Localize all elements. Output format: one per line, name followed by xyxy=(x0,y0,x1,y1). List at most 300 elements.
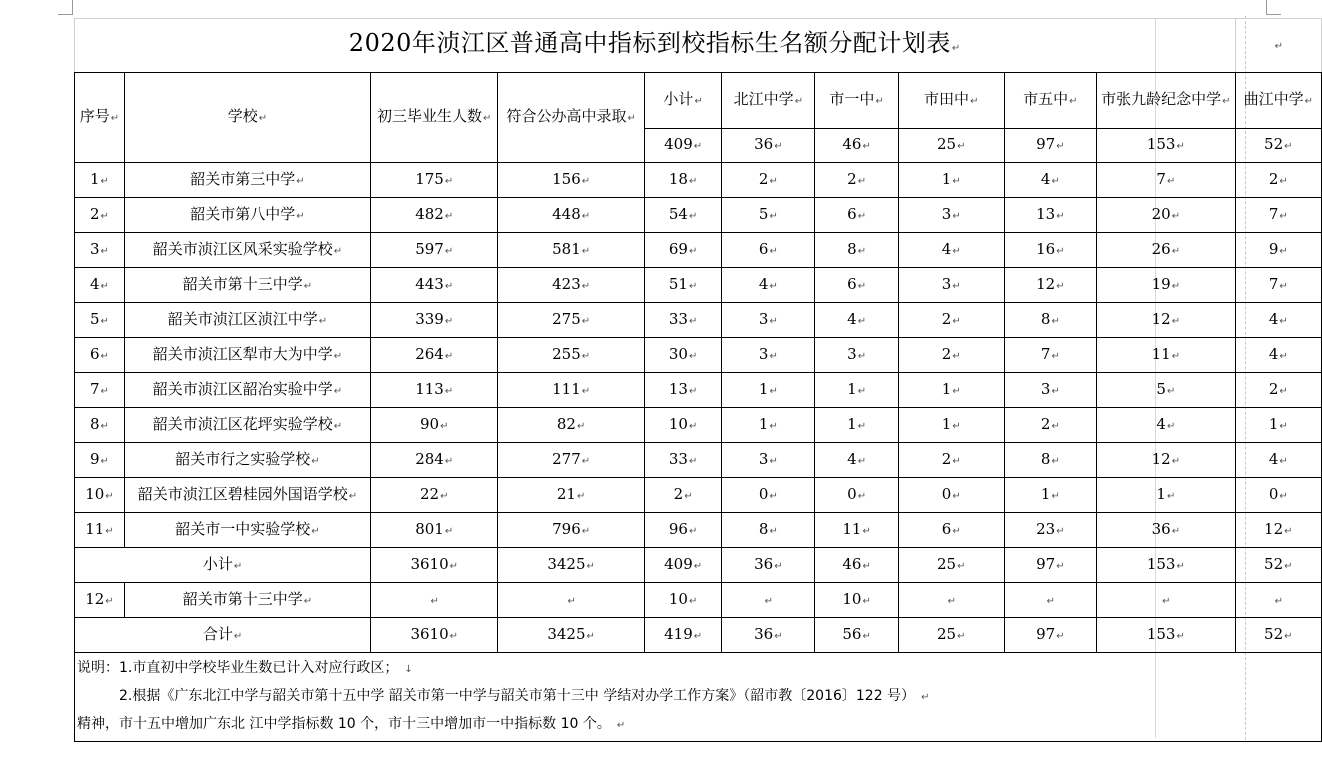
row-graduates-text: 264 xyxy=(415,344,444,363)
row-dest-1 xyxy=(815,513,899,548)
paragraph-mark: ↵ xyxy=(449,630,459,642)
row-dest-0-text: 1 xyxy=(758,379,769,398)
note-line xyxy=(77,655,1319,683)
table-row xyxy=(75,303,1322,338)
paragraph-mark: ↵ xyxy=(333,385,343,397)
row-dest-1 xyxy=(815,478,899,513)
row-eligible-text: 255 xyxy=(552,344,581,363)
header-school: 学校↵ xyxy=(124,73,370,163)
row-dest-5 xyxy=(1235,443,1321,478)
paragraph-mark: ↵ xyxy=(1051,385,1060,397)
row-dest-1 xyxy=(815,303,899,338)
row-subtotal-text: 54 xyxy=(668,204,688,223)
row-dest-0 xyxy=(722,303,815,338)
total-dest-5-text: 52 xyxy=(1264,624,1284,643)
row-dest-4 xyxy=(1097,163,1235,198)
note-line xyxy=(77,683,1319,711)
paragraph-mark: ↵ xyxy=(1162,595,1171,607)
quota-dest-2: 25↵ xyxy=(898,129,1004,163)
row-dest-2-text: 3 xyxy=(941,274,952,293)
row-dest-0 xyxy=(722,478,815,513)
paragraph-mark: ↵ xyxy=(1279,490,1288,502)
paragraph-mark: ↵ xyxy=(444,175,454,187)
row-subtotal xyxy=(644,443,722,478)
row-dest-0 xyxy=(722,408,815,443)
row-school-text: 韶关市浈江区浈江中学 xyxy=(167,309,318,328)
paragraph-mark: ↵ xyxy=(296,210,305,222)
paragraph-mark: ↵ xyxy=(952,490,961,502)
row-dest-5 xyxy=(1235,373,1321,408)
row-dest-0 xyxy=(722,513,815,548)
row-school xyxy=(124,443,370,478)
row-school-text: 韶关市浈江区花坪实验学校 xyxy=(152,414,333,433)
row-dest-5-text: 9 xyxy=(1268,239,1279,258)
row-dest-3 xyxy=(1004,303,1097,338)
row-dest-1-text: 4 xyxy=(847,309,857,328)
paragraph-mark: ↵ xyxy=(444,210,454,222)
paragraph-mark: ↵ xyxy=(100,385,109,397)
subtotal-dest-2 xyxy=(898,548,1004,583)
row-dest-1 xyxy=(815,443,899,478)
table-title: 2020年浈江区普通高中指标到校指标生名额分配计划表↵ xyxy=(75,19,1236,73)
row-dest-2 xyxy=(898,198,1004,233)
paragraph-mark: ↵ xyxy=(1051,175,1060,187)
row-graduates xyxy=(371,303,498,338)
paragraph-mark: ↵ xyxy=(1046,595,1056,607)
row-dest-3 xyxy=(1004,233,1097,268)
row-dest-1 xyxy=(815,163,899,198)
paragraph-mark: ↵ xyxy=(348,490,358,502)
row-school xyxy=(124,303,370,338)
page-corner-top-right xyxy=(1266,0,1281,15)
row-seq-text: 10 xyxy=(85,484,105,503)
row-dest-0 xyxy=(722,373,815,408)
row-school xyxy=(124,583,370,618)
row-eligible xyxy=(498,163,644,198)
row-dest-5 xyxy=(1235,583,1321,618)
row-dest-2-text: 1 xyxy=(941,169,952,188)
row-eligible-text: 796 xyxy=(552,519,581,538)
row-dest-1-text: 3 xyxy=(847,344,857,363)
row-subtotal-text: 10 xyxy=(668,414,688,433)
row-dest-0 xyxy=(722,583,815,618)
table-row xyxy=(75,373,1322,408)
paragraph-mark: ↵ xyxy=(857,315,867,327)
row-eligible-text: 111 xyxy=(552,379,581,398)
row-dest-5-text: 12 xyxy=(1264,519,1284,538)
paragraph-mark: ↵ xyxy=(1051,490,1060,502)
row-school-text: 韶关市浈江区风采实验学校 xyxy=(152,239,333,258)
paragraph-mark: ↵ xyxy=(1171,525,1181,537)
subtotal-subtotal-text: 409 xyxy=(664,554,693,573)
row-seq-text: 11 xyxy=(85,519,105,538)
row-eligible xyxy=(498,198,644,233)
subtotal-subtotal xyxy=(644,548,722,583)
table-row xyxy=(75,443,1322,478)
paragraph-mark: ↵ xyxy=(1051,350,1060,362)
row-eligible xyxy=(498,233,644,268)
row-subtotal xyxy=(644,268,722,303)
row-dest-3 xyxy=(1004,513,1097,548)
paragraph-mark: ↵ xyxy=(1279,315,1288,327)
paragraph-mark: ↵ xyxy=(774,560,783,572)
paragraph-mark: ↵ xyxy=(857,175,867,187)
row-dest-4 xyxy=(1097,198,1235,233)
table-row xyxy=(75,338,1322,373)
row-dest-5 xyxy=(1235,338,1321,373)
row-graduates xyxy=(371,198,498,233)
paragraph-mark: ↵ xyxy=(688,350,698,362)
paragraph-mark: ↵ xyxy=(333,350,343,362)
paragraph-mark: ↵ xyxy=(857,420,867,432)
paragraph-mark: ↵ xyxy=(688,315,698,327)
row-seq-text: 5 xyxy=(89,309,100,328)
paragraph-mark: ↵ xyxy=(1279,245,1288,257)
total-dest-1 xyxy=(815,618,899,653)
subtotal-dest-1 xyxy=(815,548,899,583)
row-seq-text: 7 xyxy=(89,379,100,398)
row-subtotal-text: 13 xyxy=(668,379,688,398)
paragraph-mark: ↵ xyxy=(1284,560,1293,572)
quota-dest-5: 52↵ xyxy=(1235,129,1321,163)
subtotal-graduates-text: 3610 xyxy=(410,554,449,573)
row-eligible-text: 581 xyxy=(552,239,581,258)
row-eligible xyxy=(498,478,644,513)
paragraph-mark: ↵ xyxy=(1171,210,1181,222)
paragraph-mark: ↵ xyxy=(951,42,961,54)
row-dest-2 xyxy=(898,478,1004,513)
row-graduates-text: 597 xyxy=(415,239,444,258)
row-eligible xyxy=(498,303,644,338)
row-dest-2-text: 2 xyxy=(941,344,952,363)
row-school xyxy=(124,338,370,373)
paragraph-mark: ↵ xyxy=(764,595,774,607)
row-school-text: 韶关市第十三中学 xyxy=(182,274,303,293)
subtotal-dest-5 xyxy=(1235,548,1321,583)
row-dest-4-text: 5 xyxy=(1156,379,1166,398)
paragraph-mark: ↵ xyxy=(1176,630,1185,642)
paragraph-mark: ↵ xyxy=(952,525,961,537)
row-seq xyxy=(75,513,125,548)
paragraph-mark: ↵ xyxy=(233,560,243,572)
paragraph-mark: ↵ xyxy=(444,245,454,257)
paragraph-mark: ↵ xyxy=(1166,490,1176,502)
row-dest-0-text: 4 xyxy=(758,274,769,293)
row-dest-5 xyxy=(1235,303,1321,338)
row-school xyxy=(124,408,370,443)
total-label xyxy=(75,618,371,653)
paragraph-mark: ↵ xyxy=(581,385,591,397)
row-dest-1-text: 11 xyxy=(842,519,862,538)
paragraph-mark: ↵ xyxy=(440,490,449,502)
row-dest-3 xyxy=(1004,583,1097,618)
total-row xyxy=(75,618,1322,653)
row-dest-5-text: 0 xyxy=(1268,484,1279,503)
row-school xyxy=(124,233,370,268)
paragraph-mark: ↵ xyxy=(1284,630,1293,642)
paragraph-mark: ↵ xyxy=(1279,350,1288,362)
row-eligible-text: 277 xyxy=(552,449,581,468)
paragraph-mark: ↵ xyxy=(303,280,313,292)
paragraph-mark: ↵ xyxy=(430,595,439,607)
row-dest-3-text: 13 xyxy=(1036,204,1056,223)
row-dest-5 xyxy=(1235,478,1321,513)
total-eligible xyxy=(498,618,644,653)
quota-dest-3: 97↵ xyxy=(1004,129,1097,163)
row-dest-0-text: 5 xyxy=(758,204,769,223)
paragraph-mark: ↵ xyxy=(616,720,626,731)
row-dest-3 xyxy=(1004,373,1097,408)
row-school xyxy=(124,478,370,513)
row-dest-3 xyxy=(1004,478,1097,513)
quota-dest-0: 36↵ xyxy=(722,129,815,163)
paragraph-mark: ↵ xyxy=(1166,385,1176,397)
row-dest-4-text: 1 xyxy=(1156,484,1166,503)
row-school xyxy=(124,163,370,198)
row-dest-2 xyxy=(898,408,1004,443)
row-graduates-text: 443 xyxy=(415,274,444,293)
paragraph-mark: ↵ xyxy=(769,245,778,257)
row-dest-4 xyxy=(1097,233,1235,268)
row-eligible xyxy=(498,443,644,478)
paragraph-mark: ↵ xyxy=(688,455,698,467)
row-dest-0-text: 3 xyxy=(758,449,769,468)
row-seq xyxy=(75,408,125,443)
row-eligible-text: 275 xyxy=(552,309,581,328)
paragraph-mark: ↵ xyxy=(952,385,961,397)
paragraph-mark: ↵ xyxy=(684,490,693,502)
row-dest-2 xyxy=(898,163,1004,198)
row-dest-3-text: 12 xyxy=(1036,274,1056,293)
row-seq-text: 12 xyxy=(85,589,105,608)
row-dest-4 xyxy=(1097,303,1235,338)
row-dest-5-text: 2 xyxy=(1268,379,1279,398)
row-school-text: 韶关市第八中学 xyxy=(190,204,296,223)
row-graduates xyxy=(371,513,498,548)
row-dest-4-text: 11 xyxy=(1151,344,1171,363)
row-subtotal xyxy=(644,583,722,618)
row-eligible xyxy=(498,268,644,303)
allocation-table xyxy=(74,18,1322,742)
row-dest-2 xyxy=(898,583,1004,618)
row-seq-text: 8 xyxy=(89,414,100,433)
row-dest-3 xyxy=(1004,408,1097,443)
row-dest-4-text: 26 xyxy=(1151,239,1171,258)
paragraph-mark: ↵ xyxy=(693,560,703,572)
paragraph-mark: ↵ xyxy=(1056,280,1065,292)
row-graduates-text: 482 xyxy=(415,204,444,223)
row-dest-2 xyxy=(898,373,1004,408)
row-dest-0-text: 3 xyxy=(758,309,769,328)
paragraph-mark: ↵ xyxy=(105,490,114,502)
row-dest-1 xyxy=(815,198,899,233)
header-dest-1: 市一中↵ xyxy=(815,73,899,129)
row-dest-3-text: 8 xyxy=(1040,309,1051,328)
row-dest-2-text: 6 xyxy=(941,519,952,538)
row-dest-4-text: 4 xyxy=(1156,414,1166,433)
row-seq-text: 3 xyxy=(89,239,100,258)
paragraph-mark: ↵ xyxy=(333,245,343,257)
header-dest-4: 市张九龄纪念中学↵ xyxy=(1097,73,1235,129)
row-seq xyxy=(75,583,125,618)
row-subtotal xyxy=(644,233,722,268)
title-empty-cell: ↵ xyxy=(1235,19,1321,73)
paragraph-mark: ↵ xyxy=(769,525,778,537)
paragraph-mark: ↵ xyxy=(581,210,591,222)
paragraph-mark: ↵ xyxy=(1279,175,1288,187)
table-row xyxy=(75,198,1322,233)
table-row xyxy=(75,233,1322,268)
paragraph-mark: ↵ xyxy=(769,420,778,432)
row-dest-3 xyxy=(1004,443,1097,478)
total-subtotal xyxy=(644,618,722,653)
paragraph-mark: ↵ xyxy=(581,280,591,292)
row-subtotal-text: 96 xyxy=(668,519,688,538)
table-row xyxy=(75,583,1322,618)
paragraph-mark: ↵ xyxy=(1056,525,1065,537)
paragraph-mark: ↵ xyxy=(1051,420,1060,432)
paragraph-mark: ↵ xyxy=(688,525,698,537)
row-dest-0-text: 6 xyxy=(758,239,769,258)
row-graduates xyxy=(371,408,498,443)
paragraph-mark: ↵ xyxy=(1171,350,1181,362)
paragraph-mark: ↵ xyxy=(862,630,871,642)
row-dest-3-text: 23 xyxy=(1036,519,1056,538)
row-dest-0 xyxy=(722,198,815,233)
paragraph-mark: ↵ xyxy=(100,420,109,432)
paragraph-mark: ↵ xyxy=(1056,210,1065,222)
table-row xyxy=(75,478,1322,513)
paragraph-mark: ↵ xyxy=(862,595,871,607)
row-dest-0 xyxy=(722,233,815,268)
paragraph-mark: ↵ xyxy=(1279,420,1288,432)
row-eligible xyxy=(498,583,644,618)
paragraph-mark: ↵ xyxy=(857,245,867,257)
total-dest-0 xyxy=(722,618,815,653)
row-subtotal-text: 33 xyxy=(668,309,688,328)
paragraph-mark: ↵ xyxy=(444,350,454,362)
subtotal-row xyxy=(75,548,1322,583)
header-graduates: 初三毕业生人数↵ xyxy=(371,73,498,163)
paragraph-mark: ↵ xyxy=(862,560,871,572)
row-dest-4-text: 36 xyxy=(1151,519,1171,538)
total-dest-2-text: 25 xyxy=(937,624,957,643)
row-subtotal xyxy=(644,163,722,198)
row-dest-2 xyxy=(898,443,1004,478)
row-dest-2 xyxy=(898,338,1004,373)
paragraph-mark: ↵ xyxy=(688,175,698,187)
table-row xyxy=(75,163,1322,198)
row-graduates-text: 90 xyxy=(419,414,440,433)
paragraph-mark: ↵ xyxy=(952,245,961,257)
row-dest-0 xyxy=(722,163,815,198)
row-subtotal-text: 51 xyxy=(668,274,688,293)
quota-dest-4: 153↵ xyxy=(1097,129,1235,163)
header-dest-3: 市五中↵ xyxy=(1004,73,1097,129)
row-dest-5-text: 1 xyxy=(1268,414,1279,433)
row-dest-4-text: 12 xyxy=(1151,449,1171,468)
paragraph-mark: ↵ xyxy=(769,210,778,222)
subtotal-dest-0 xyxy=(722,548,815,583)
paragraph-mark: ↵ xyxy=(952,455,961,467)
row-eligible xyxy=(498,373,644,408)
row-eligible-text: 156 xyxy=(552,169,581,188)
row-dest-1 xyxy=(815,408,899,443)
paragraph-mark: ↵ xyxy=(769,455,778,467)
row-dest-2 xyxy=(898,513,1004,548)
row-graduates xyxy=(371,583,498,618)
paragraph-mark: ↵ xyxy=(100,280,109,292)
paragraph-mark: ↵ xyxy=(1171,245,1181,257)
paragraph-mark: ↵ xyxy=(581,245,591,257)
row-dest-3-text: 3 xyxy=(1040,379,1051,398)
paragraph-mark: ↵ xyxy=(857,455,867,467)
subtotal-dest-2-text: 25 xyxy=(937,554,957,573)
subtotal-dest-5-text: 52 xyxy=(1264,554,1284,573)
paragraph-mark: ↵ xyxy=(857,385,867,397)
paragraph-mark: ↵ xyxy=(952,210,961,222)
row-dest-4 xyxy=(1097,373,1235,408)
row-dest-4 xyxy=(1097,478,1235,513)
subtotal-label-text: 小计 xyxy=(202,554,233,573)
row-subtotal xyxy=(644,478,722,513)
paragraph-mark: ↵ xyxy=(688,420,698,432)
paragraph-mark: ↵ xyxy=(862,525,871,537)
row-graduates-text: 339 xyxy=(415,309,444,328)
paragraph-mark: ↵ xyxy=(567,595,576,607)
row-dest-5-text: 7 xyxy=(1268,274,1279,293)
row-graduates xyxy=(371,338,498,373)
row-dest-4 xyxy=(1097,268,1235,303)
note-text: 说明：1.市直初中学校毕业生数已计入对应行政区； xyxy=(77,660,399,676)
paragraph-mark: ↵ xyxy=(100,350,109,362)
header-dest-2: 市田中↵ xyxy=(898,73,1004,129)
row-subtotal xyxy=(644,338,722,373)
paragraph-mark: ↵ xyxy=(1051,455,1060,467)
total-graduates-text: 3610 xyxy=(410,624,449,643)
paragraph-mark: ↵ xyxy=(576,490,586,502)
paragraph-mark: ↵ xyxy=(311,455,320,467)
total-dest-4 xyxy=(1097,618,1235,653)
row-seq-text: 1 xyxy=(89,169,100,188)
paragraph-mark: ↵ xyxy=(769,350,778,362)
row-dest-0 xyxy=(722,268,815,303)
row-seq-text: 9 xyxy=(89,449,100,468)
row-subtotal-text: 30 xyxy=(668,344,688,363)
row-dest-4 xyxy=(1097,338,1235,373)
row-subtotal xyxy=(644,303,722,338)
row-graduates-text: 22 xyxy=(419,484,440,503)
paragraph-mark: ↵ xyxy=(581,350,591,362)
row-subtotal-text: 33 xyxy=(668,449,688,468)
quota-subtotal: 409↵ xyxy=(644,129,722,163)
row-graduates xyxy=(371,268,498,303)
row-seq xyxy=(75,303,125,338)
row-school xyxy=(124,268,370,303)
row-graduates-text: 175 xyxy=(415,169,444,188)
row-dest-3 xyxy=(1004,163,1097,198)
row-dest-2-text: 2 xyxy=(941,309,952,328)
paragraph-mark: ↵ xyxy=(688,385,698,397)
page-corner-top-left xyxy=(58,0,73,15)
row-dest-1-text: 4 xyxy=(847,449,857,468)
paragraph-mark: ↵ xyxy=(105,595,114,607)
total-dest-5 xyxy=(1235,618,1321,653)
paragraph-mark: ↵ xyxy=(1176,560,1185,572)
row-eligible-text: 82 xyxy=(556,414,576,433)
paragraph-mark: ↓ xyxy=(404,664,413,675)
row-subtotal-text: 18 xyxy=(668,169,688,188)
